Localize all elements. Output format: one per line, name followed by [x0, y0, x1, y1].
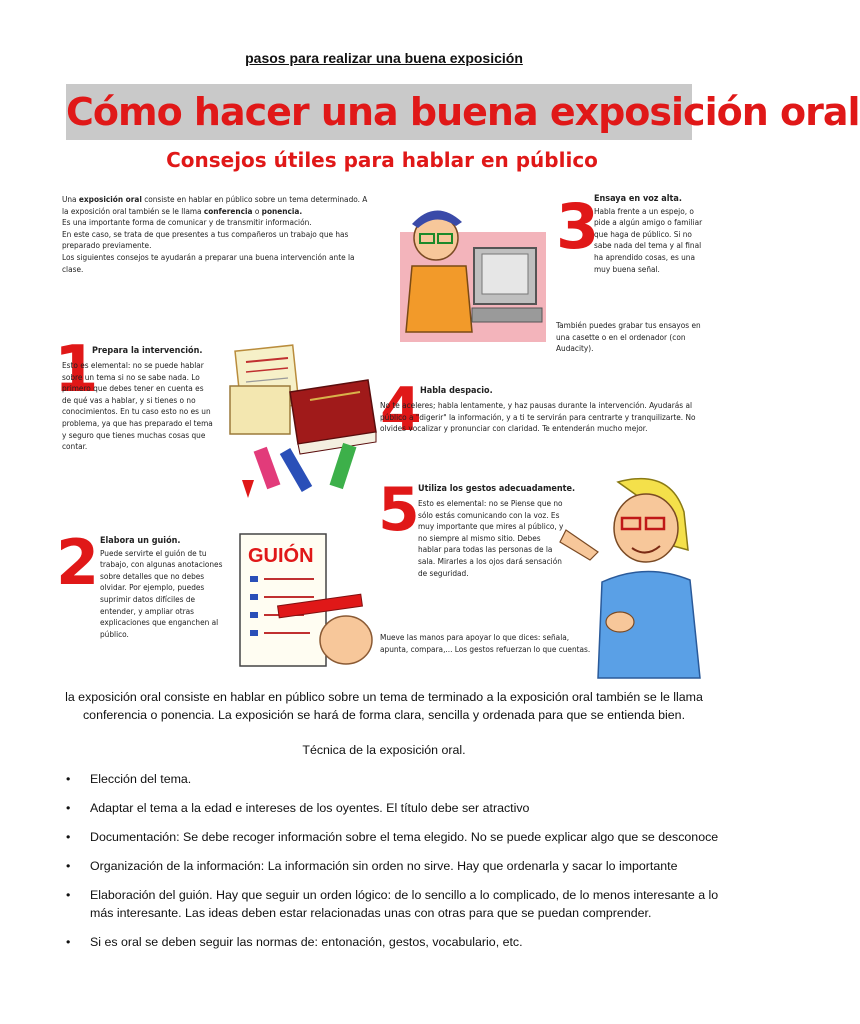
presenter-illustration [550, 472, 702, 678]
list-item: • Documentación: Se debe recoger información sobre el tema elegido. No se puede explicar algo que se desconoce [66, 830, 719, 844]
bullet-icon: • [66, 830, 71, 844]
list-item: • Adaptar el tema a la edad e intereses de los oyentes. El título debe ser atractivo [66, 801, 530, 815]
intro-paragraph: la exposición oral consiste en hablar en público sobre un tema de terminado a la exposición oral también se le llama conferencia o ponencia. La exposición se hará de forma clara, sencilla y ordenada para que se entienda bien. [65, 690, 703, 722]
step-3-title: Ensaya en voz alta. [594, 194, 682, 204]
step-1-title: Prepara la intervención. [92, 346, 203, 356]
computer-illustration [396, 192, 546, 352]
step-5-text: Esto es elemental: no se Piense que no sólo estás comunicando con la voz. Es muy importante que mires al público, y no siempre al mismo sitio. Debes hablar para todas las personas de la sala. Mirarles a los ojos dará sensación de seguridad. [418, 498, 564, 578]
document-title: pasos para realizar una buena exposición [245, 50, 523, 66]
step-1-block [92, 346, 222, 358]
poster-subtitle: Consejos útiles para hablar en público [166, 148, 598, 172]
bullet-icon: • [66, 859, 71, 873]
step-5-number: 5 [378, 475, 420, 545]
section-heading: Técnica de la exposición oral. [302, 743, 466, 757]
step-3-number: 3 [556, 190, 600, 263]
guion-label: GUIÓN [248, 545, 314, 567]
bullet-icon: • [66, 801, 71, 815]
list-item: • Si es oral se deben seguir las normas de: entonación, gestos, vocabulario, etc. [66, 935, 523, 949]
step-4-title: Habla despacio. [420, 386, 493, 396]
step-1-number: 1 [54, 333, 99, 407]
bullet-icon: • [66, 772, 71, 786]
poster-banner-title: Cómo hacer una buena exposición oral [66, 90, 860, 134]
step-5-title: Utiliza los gestos adecuadamente. [418, 484, 576, 494]
list-item: • Elaboración del guión. Hay que seguir un orden lógico: de lo sencillo a lo complicado, de lo menos interesante a lo más interesante. Las ideas deben estar relacionadas unas con otras para que se puedan comprender. [66, 888, 719, 920]
step-2-number: 2 [56, 526, 100, 599]
technique-list [66, 770, 726, 962]
step-2-block [100, 536, 226, 640]
step-4-block [420, 386, 700, 398]
poster-intro-4: Los siguientes consejos te ayudarán a preparar una buena intervención ante la clase. [62, 251, 355, 274]
step-1-text: Esto es elemental: no se puede hablar sobre un tema si no se sabe nada. Lo primero que debes tener en cuenta es de qué vas a hablar, y si tienes o no conocimientos. En tu caso esto no es un problema, ya que has preparado el tema y seguro que tienes muchas cosas que contar. [62, 360, 213, 452]
bullet-icon: • [66, 888, 71, 902]
poster-intro-1: Una exposición oral consiste en hablar en público sobre un tema determinado. A la exposición oral también se le llama conferencia o ponencia. [62, 194, 368, 216]
step-3-text-2: También puedes grabar tus ensayos en una casette o en el ordenador (con Audacity). [556, 320, 701, 354]
list-item: • Elección del tema. [66, 772, 192, 786]
poster-intro-2: Es una importante forma de comunicar y de transmitir información. [62, 217, 312, 228]
step-3-text: Habla frente a un espejo, o pide a algún amigo o familiar que haga de público. Si no sabe nada del tema y al final ha aprendido cosas, es una muy buena señal. [594, 205, 703, 274]
step-4-text: No te aceleres; habla lentamente, y haz pausas durante la intervención. Ayudarás al público a "digerir" la información, y a ti te servirán para centrarte y tranquilizarte. No olvides vocalizar y pronunciar con claridad. Te entenderán mucho mejor. [380, 400, 696, 434]
poster-intro-3: En este caso, se trata de que presentes a tus compañeros un trabajo que has preparado previamente. [62, 228, 349, 251]
guion-illustration [234, 528, 374, 678]
step-4-number: 4 [380, 375, 422, 445]
list-item: • Organización de la información: La información sin orden no sirve. Hay que ordenarla y sacar lo importante [66, 859, 678, 873]
poster-intro [62, 194, 368, 275]
step-2-title: Elabora un guión. [100, 536, 181, 546]
poster-banner [66, 84, 860, 140]
poster-image [54, 76, 860, 680]
books-illustration [228, 340, 378, 508]
step-2-text: Puede servirte el guión de tu trabajo, con algunas anotaciones sobre detalles que no debes olvidar. Por ejemplo, puedes suprimir datos difíciles de entender, y ampliar otras explicaciones que enganchen al público. [100, 547, 223, 639]
step-3-block [594, 194, 706, 275]
step-5-text-2: Mueve las manos para apoyar lo que dices: señala, apunta, compara,... Los gestos refuerzan lo que cuentas. [380, 632, 591, 654]
bullet-icon: • [66, 935, 71, 949]
